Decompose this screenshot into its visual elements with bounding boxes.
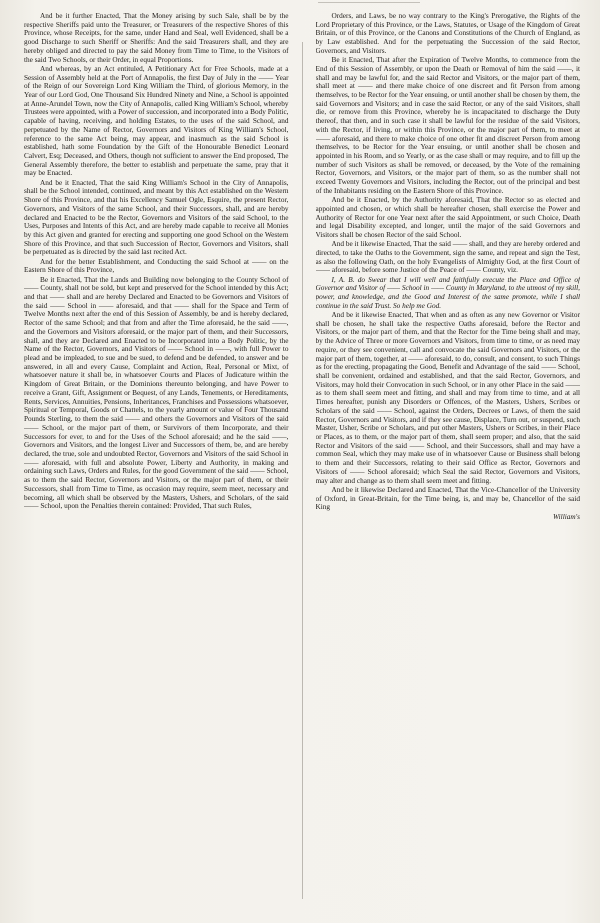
paragraph: And be it likewise Declared and Enacted, That the Vice-Chancellor of the University of Oxford, in Great-Britain, for the Time being, is, and may be, Chancellor of the said King xyxy=(315,485,580,512)
paragraph: And for the better Establishment, and Conducting the said School at —— on the Eastern Shore of this Province, xyxy=(24,257,289,275)
left-column xyxy=(24,12,289,909)
paragraph: Be it Enacted, That the Lands and Building now belonging to the County School of —— County, shall not be sold, but kept and preserved for the School intended by this Act; and that —— shall and are hereby Declared and Enacted to be Governors and Visitors of the said —— School in —— aforesaid, and that —— shall for the Space and Term of Twelve Months next after the end of this Session of Assembly, be and is hereby declared, Rector of the same School; and that from and after the Time aforesaid, he the said ——, and the Governors and Visitors aforesaid, or the major part of them, and their Successors, shall, and they are Declared and Enacted to be Incorporated into a Body Politic, by the Name of the Rector, Governors, and Visitors of —— School in ——, with full Power to plead and be impleaded, to sue and be sued, to defend and be defended, to answer and be answered, in all and every Cause, Complaint and Action, Real, Personal or Mixt, of whatsoever nature it shall be, in whatsoever Courts and Places of Judicature within the Kingdom of Great Britain, or the Dominions thereunto belonging, and have Power to receive a Grant, Gift, Assignment or Bequest, of any Lands, Tenements, or Hereditaments, Rents, Services, Annuities, Pensions, Inheritances, Franchises and Possessions whatsoever, Spiritual or Temporal, Goods or Chattels, to the yearly amount or value of Four Thousand Pounds Sterling, to them the said —— and others the Governors and Visitors of the said —— School, or the major part of them, or Survivors of them Incorporate, and their Successors for ever, to and for the Uses of the School aforesaid; and he the said ——, Governors and Visitors, and the longest Liver and Successors of them, be, and are hereby declared, the true, sole and undoubted Rector, Governors and Visitors of the said School in —— aforesaid, with full and absolute Power, Liberty and Authority, in making and ordaining such Laws, Orders and Rules, for the good Government of the said —— School, as to them the said Rector, Governors and Visitors, or the major part of them, or their Successors, shall from Time to Time, as occasion may require, seem meet, necessary and becoming, all which shall be observed by the Masters, Ushers, and Scholars, of the said —— School, upon the Penalties therein contained: Provided, That such Rules, xyxy=(24,275,289,511)
catchword: William's xyxy=(553,512,580,521)
page-edge-mark xyxy=(318,2,420,9)
paragraph: And be it Enacted, by the Authority aforesaid, That the Rector so as elected and appointed and chosen, or which shall be hereafter chosen, shall exercise the Power and Authority of Rector for one Year next after the said Appointment, or such Choice, Death and legal Disability excepted, and longer, until the major of the said Governors and Visitors shall be chosen Rector of the said School. xyxy=(315,196,580,239)
column-divider xyxy=(302,42,303,899)
paragraph: And be it likewise Enacted, That when and as often as any new Governor or Visitor shall be chosen, he shall take the respective Oaths aforesaid, before the Rector and Visitors, or the major part of them, and that the Rector for the Time being shall and may, by the Advice of Three or more Governors and Visitors, from time to time, or as need may require, or they see convenient, call and convocate the said Governors and Visitors, or the major part of them, together, at —— aforesaid, to do, consult, and consent, to such Things as for the erecting, propagating the Good, Benefit and Advantage of the said —— School, shall be convenient, ordained and established, and that the said Rector, Governors, and Visitors, may hold their Convocation in such School, or in any other Place in the said —— as to them shall seem meet and fitting, and shall and may from time to time, and at all Times hereafter, punish any Disorders or Offences, of the Masters, Ushers, Scribes or Scholars of the said —— School, against the Orders, Decrees or Laws, of them the said Rector, Governors and Visitors, and if they see cause, Displace, Turn out, or suspend, such Master, Usher, Scribe or Scholars, and put other Masters, Ushers or Scribes, in their Place or Places, as to them, or the major part of them, shall seem proper; and also, that the said Rector and Visitors of the said —— School, and their Successors, shall and may have a common Seal, which they may make use of in whatsoever Cause or Business shall belong to them and their Successors, relating to their said Office as Rector, Governors and Visitors of —— School aforesaid; which Seal the said Rector, Governors and Visitors, may alter and change as to them shall seem meet and fitting. xyxy=(315,310,580,485)
paragraph: And be it Enacted, That the said King William's School in the City of Annapolis, shall be the School intended, continued, and meant by this Act established on the Western Shore of this Province, and that his Excellency Samuel Ogle, Esquire, the present Rector, Governors, and Visitors of the same School, and their Successors, shall, and are hereby declared and Enacted to be the Rector, Governors and Visitors of the said School, to the Uses, Purposes and Intents of this Act, and are hereby made capable to receive all Monies by this Act given and granted for erecting and supporting one good School on the Western Shore of this Province, and that such Succession of Rector, Governors and Visitors, shall be perpetuated as is directed by the said last recited Act. xyxy=(24,178,289,257)
oath-paragraph: I, A. B. do Swear that I will well and faithfully execute the Place and Office of Governor and Visitor of —— School in —— County in Maryland, to the utmost of my skill, power, and knowledge, and the Good and Interest of the same promote, while I shall continue in the said Trust. So help me God. xyxy=(315,275,580,310)
right-column xyxy=(316,12,581,909)
paragraph: Be it Enacted, That after the Expiration of Twelve Months, to commence from the End of this Session of Assembly, or upon the Death or Removal of him the said ——, it shall and may be lawful for, and the said Rector and Visitors, or the major part of them, shall meet at —— and there make choice of one discreet and fit Person from among themselves, to be Rector for the Year ensuing, or until another shall be chosen by them, the said Governors and Visitors; and in case the said Rector, or any of the said Visitors, shall die, or remove from this Province, whereby he is incapacitated to discharge the Duty thereof, that then, and in such case it shall be lawful for the residue of the said Visitors, with the Rector, if living, or within this Province, or the major part of them, to meet at —— aforesaid, and there to make choice of one other fit and discreet Person from among themselves, to be Rector for the Year ensuing, or until another shall be chosen and appointed in his Room, and so Yearly, or as the case shall or may require, and to fill up the number of such Visitors as shall be removed, or deceased, by the Vote of the remaining Rector, Governors, and Visitors, or the major part of them, so as the number shall not exceed Twenty Governors and Visitors, including the Rector, out of the principal and best of the Inhabitants residing on the Eastern Shore of this Province. xyxy=(315,56,580,195)
text-columns xyxy=(24,12,580,909)
paragraph: And be it further Enacted, That the Money arising by such Sale, shall be by the respective Sheriffs paid unto the Treasurer, or Treasurers of the respective Shores of this Province, whose Receipts, for the same, under Hand and Seal, well Evidenced, shall be a good Discharge to such Sheriff or Sheriffs: And the said Treasurers shall, and they are hereby obliged and directed to pay the said Money from Time to Time, to the Visitors of the said Two Schools, or their Order, in equal Proportions. xyxy=(24,12,289,64)
paragraph: And whereas, by an Act entituled, A Petitionary Act for Free Schools, made at a Session of Assembly held at the Port of Annapolis, the first Day of July in the —— Year of the Reign of our Sovereign Lord King William the Third, of glorious Memory, in the Year of our Lord God, One Thousand Six Hundred Ninety and Nine, a School is appointed at Anne-Arundel Town, now the City of Annapolis, called King William's School, whereby Trustees were appointed, with a Power of succession, and incorporated into a Body Politic, capable of having, receiving, and holding Estates, to the uses of the said School, and perpetuated by the Name of Rector, Governors and Visitors of King William's School, reference to the same Act being, may appear, and inasmuch as the said School is established, hath some Foundation by the Gift of the Honourable Benedict Leonard Calvert, Esq; Deceased, and Others, though not sufficient to answer the End proposed, The General Assembly therefore, the better to establish and perpetuate the same, pray that it may be Enacted. xyxy=(24,64,289,178)
paragraph: Orders, and Laws, be no way contrary to the King's Prerogative, the Rights of the Lord Proprietary of this Province, or the Laws, Statutes, or Usage of the Kingdom of Great Britain, or of this Province, or the Canons and Constitutions of the Church of England, as by Law established. And for the perpetuating the Succession of the said Rector, Governors, and Visitors. xyxy=(315,12,580,55)
paragraph: And be it likewise Enacted, That the said —— shall, and they are hereby ordered and directed, to take the Oaths to the Government, sign the same, and repeat and sign the Test, as also the following Oath, on the holy Evangelists of Almighty God, at the first Court of —— aforesaid, before some Justice of the Peace of —— County, viz. xyxy=(315,240,580,275)
